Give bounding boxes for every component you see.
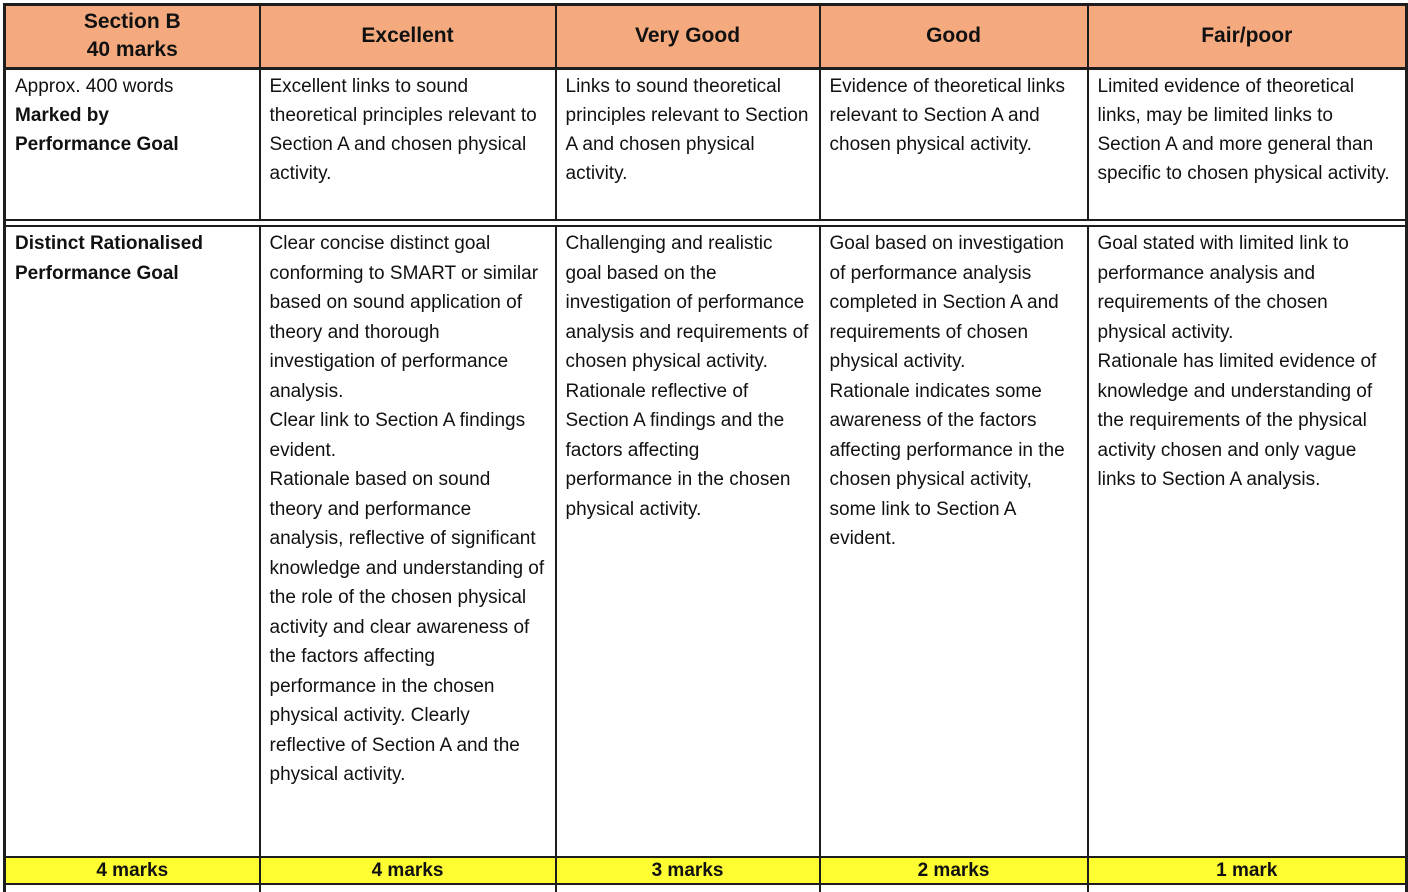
cut-off-cell-5 — [1088, 884, 1407, 892]
cut-off-cell-4 — [820, 884, 1088, 892]
section-title-line1: Section B — [83, 10, 181, 33]
cell-criterion1-very-good: Links to sound theoretical principles relevant to Section A and chosen physical activity. — [556, 68, 820, 220]
criterion1-row — [5, 68, 1407, 220]
cut-off-cell-3 — [556, 884, 820, 892]
marks-cell-very-good: 3 marks — [556, 857, 820, 884]
header-good: Good — [820, 5, 1088, 69]
criterion1-label-cell — [5, 68, 260, 220]
cut-off-cell-1 — [5, 884, 260, 892]
marks-cell-section: 4 marks — [5, 857, 260, 884]
header-excellent: Excellent — [260, 5, 556, 69]
header-row — [5, 5, 1407, 69]
header-very-good: Very Good — [556, 5, 820, 69]
header-section-cell — [5, 5, 260, 69]
cut-off-cell-2 — [260, 884, 556, 892]
criterion2-row — [5, 226, 1407, 857]
rubric-table — [3, 3, 1408, 892]
marks-cell-excellent: 4 marks — [260, 857, 556, 884]
cell-criterion1-excellent: Excellent links to sound theoretical principles relevant to Section A and chosen physical activity. — [260, 68, 556, 220]
header-fair-poor: Fair/poor — [1088, 5, 1407, 69]
cell-criterion1-fair-poor: Limited evidence of theoretical links, may be limited links to Section A and more general than specific to chosen physical activity. — [1088, 68, 1407, 220]
cell-criterion2-fair-poor: Goal stated with limited link to performance analysis and requirements of the chosen physical activity. Rationale has limited evidence of knowledge and understanding of the requirements of the physical activity chosen and only vague links to Section A analysis. — [1088, 226, 1407, 857]
section-title-line2: 40 marks — [86, 38, 178, 62]
cell-criterion2-very-good: Challenging and realistic goal based on the investigation of performance analysis and requirements of chosen physical activity. Rationale reflective of Section A findings and the factors affecting performance in the chosen physical activity. — [556, 226, 820, 857]
criterion1-label-words: Approx. 400 words — [15, 75, 174, 97]
criterion1-label-marked-by: Marked by — [15, 104, 109, 126]
cut-off-row — [5, 884, 1407, 892]
marks-cell-fair-poor: 1 mark — [1088, 857, 1407, 884]
cell-criterion2-good: Goal based on investigation of performance analysis completed in Section A and requirements of chosen physical activity. Rationale indicates some awareness of the factors affecting performance in the chosen physical activity, some link to Section A evident. — [820, 226, 1088, 857]
criterion1-label-performance-goal: Performance Goal — [15, 133, 179, 155]
cell-criterion1-good: Evidence of theoretical links relevant to Section A and chosen physical activity. — [820, 68, 1088, 220]
marks-cell-good: 2 marks — [820, 857, 1088, 884]
cell-criterion2-excellent: Clear concise distinct goal conforming to SMART or similar based on sound application of theory and thorough investigation of performance analysis. Clear link to Section A findings evident. Rationale based on sound theory and performance analysis, reflective of significant knowledge and understanding of the role of the chosen physical activity and clear awareness of the factors affecting performance in the chosen physical activity. Clearly reflective of Section A and the physical activity. — [260, 226, 556, 857]
marks-row — [5, 857, 1407, 884]
criterion2-label-cell: Distinct Rationalised Performance Goal — [5, 226, 260, 857]
